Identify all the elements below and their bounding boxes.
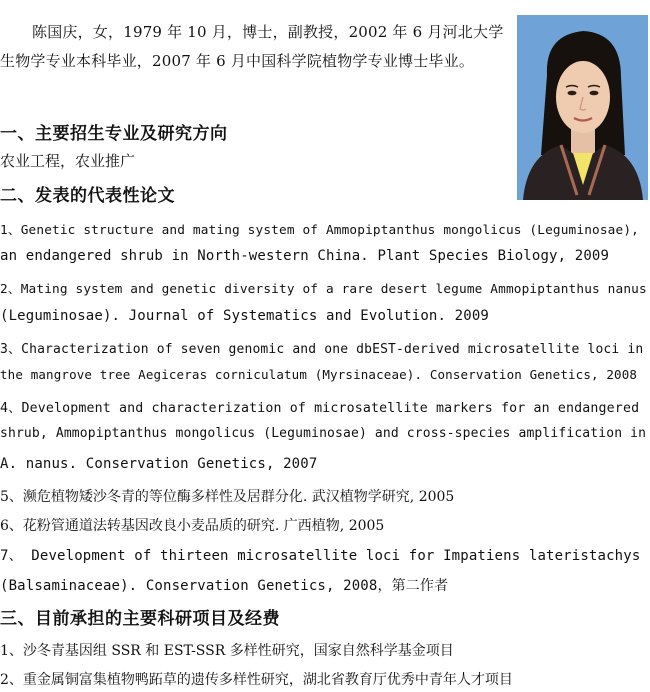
- paper-line-5: 3、Characterization of seven genomic and one dbEST-derived microsatellite loci in: [0, 342, 644, 357]
- section-heading-papers: 二、发表的代表性论文: [0, 186, 175, 206]
- paper-line-11: 6、花粉管通道法转基因改良小麦品质的研究. 广西植物, 2005: [0, 518, 385, 534]
- paper-line-7: 4、Development and characterization of microsatellite markers for an endangered: [0, 401, 640, 416]
- paper-line-1: 1、Genetic structure and mating system of Ammopiptanthus mongolicus (Leguminosae),: [0, 223, 639, 238]
- intro-paragraph: [0, 18, 505, 76]
- section-heading-projects: 三、目前承担的主要科研项目及经费: [0, 609, 280, 629]
- paper-line-8: shrub, Ammopiptanthus mongolicus (Leguminosae) and cross-species amplification in: [0, 426, 647, 441]
- project-line-2: 2、重金属铜富集植物鸭跖草的遗传多样性研究，湖北省教育厅优秀中青年人才项目: [0, 672, 513, 688]
- paper-line-3: 2、Mating system and genetic diversity of a rare desert legume Ammopiptanthus nanus: [0, 282, 647, 297]
- portrait-image: [517, 15, 648, 200]
- profile-photo: [517, 15, 648, 200]
- intro-line-2: 生物学专业本科毕业，2007 年 6 月中国科学院植物学专业博士毕业。: [0, 52, 475, 70]
- paper-line-13: (Balsaminaceae). Conservation Genetics, 2008，第二作者: [0, 578, 449, 594]
- paper-line-12: 7、 Development of thirteen microsatellite loci for Impatiens lateristachys: [0, 548, 641, 564]
- paper-line-4: (Leguminosae). Journal of Systematics and Evolution. 2009: [0, 308, 489, 324]
- paper-line-6: the mangrove tree Aegiceras corniculatum (Myrsinaceae). Conservation Genetics, 2008: [0, 367, 638, 382]
- paper-line-2: an endangered shrub in North-western China. Plant Species Biology, 2009: [0, 248, 610, 264]
- research-directions: 农业工程，农业推广: [0, 152, 136, 170]
- intro-line-1: 陈国庆，女，1979 年 10 月，博士，副教授，2002 年 6 月河北大学: [32, 23, 504, 41]
- paper-line-9: A. nanus. Conservation Genetics, 2007: [0, 456, 318, 472]
- paper-line-10: 5、濒危植物矮沙冬青的等位酶多样性及居群分化. 武汉植物学研究, 2005: [0, 489, 455, 505]
- section-heading-research: 一、主要招生专业及研究方向: [0, 124, 228, 144]
- project-line-1: 1、沙冬青基因组 SSR 和 EST-SSR 多样性研究，国家自然科学基金项目: [0, 643, 454, 659]
